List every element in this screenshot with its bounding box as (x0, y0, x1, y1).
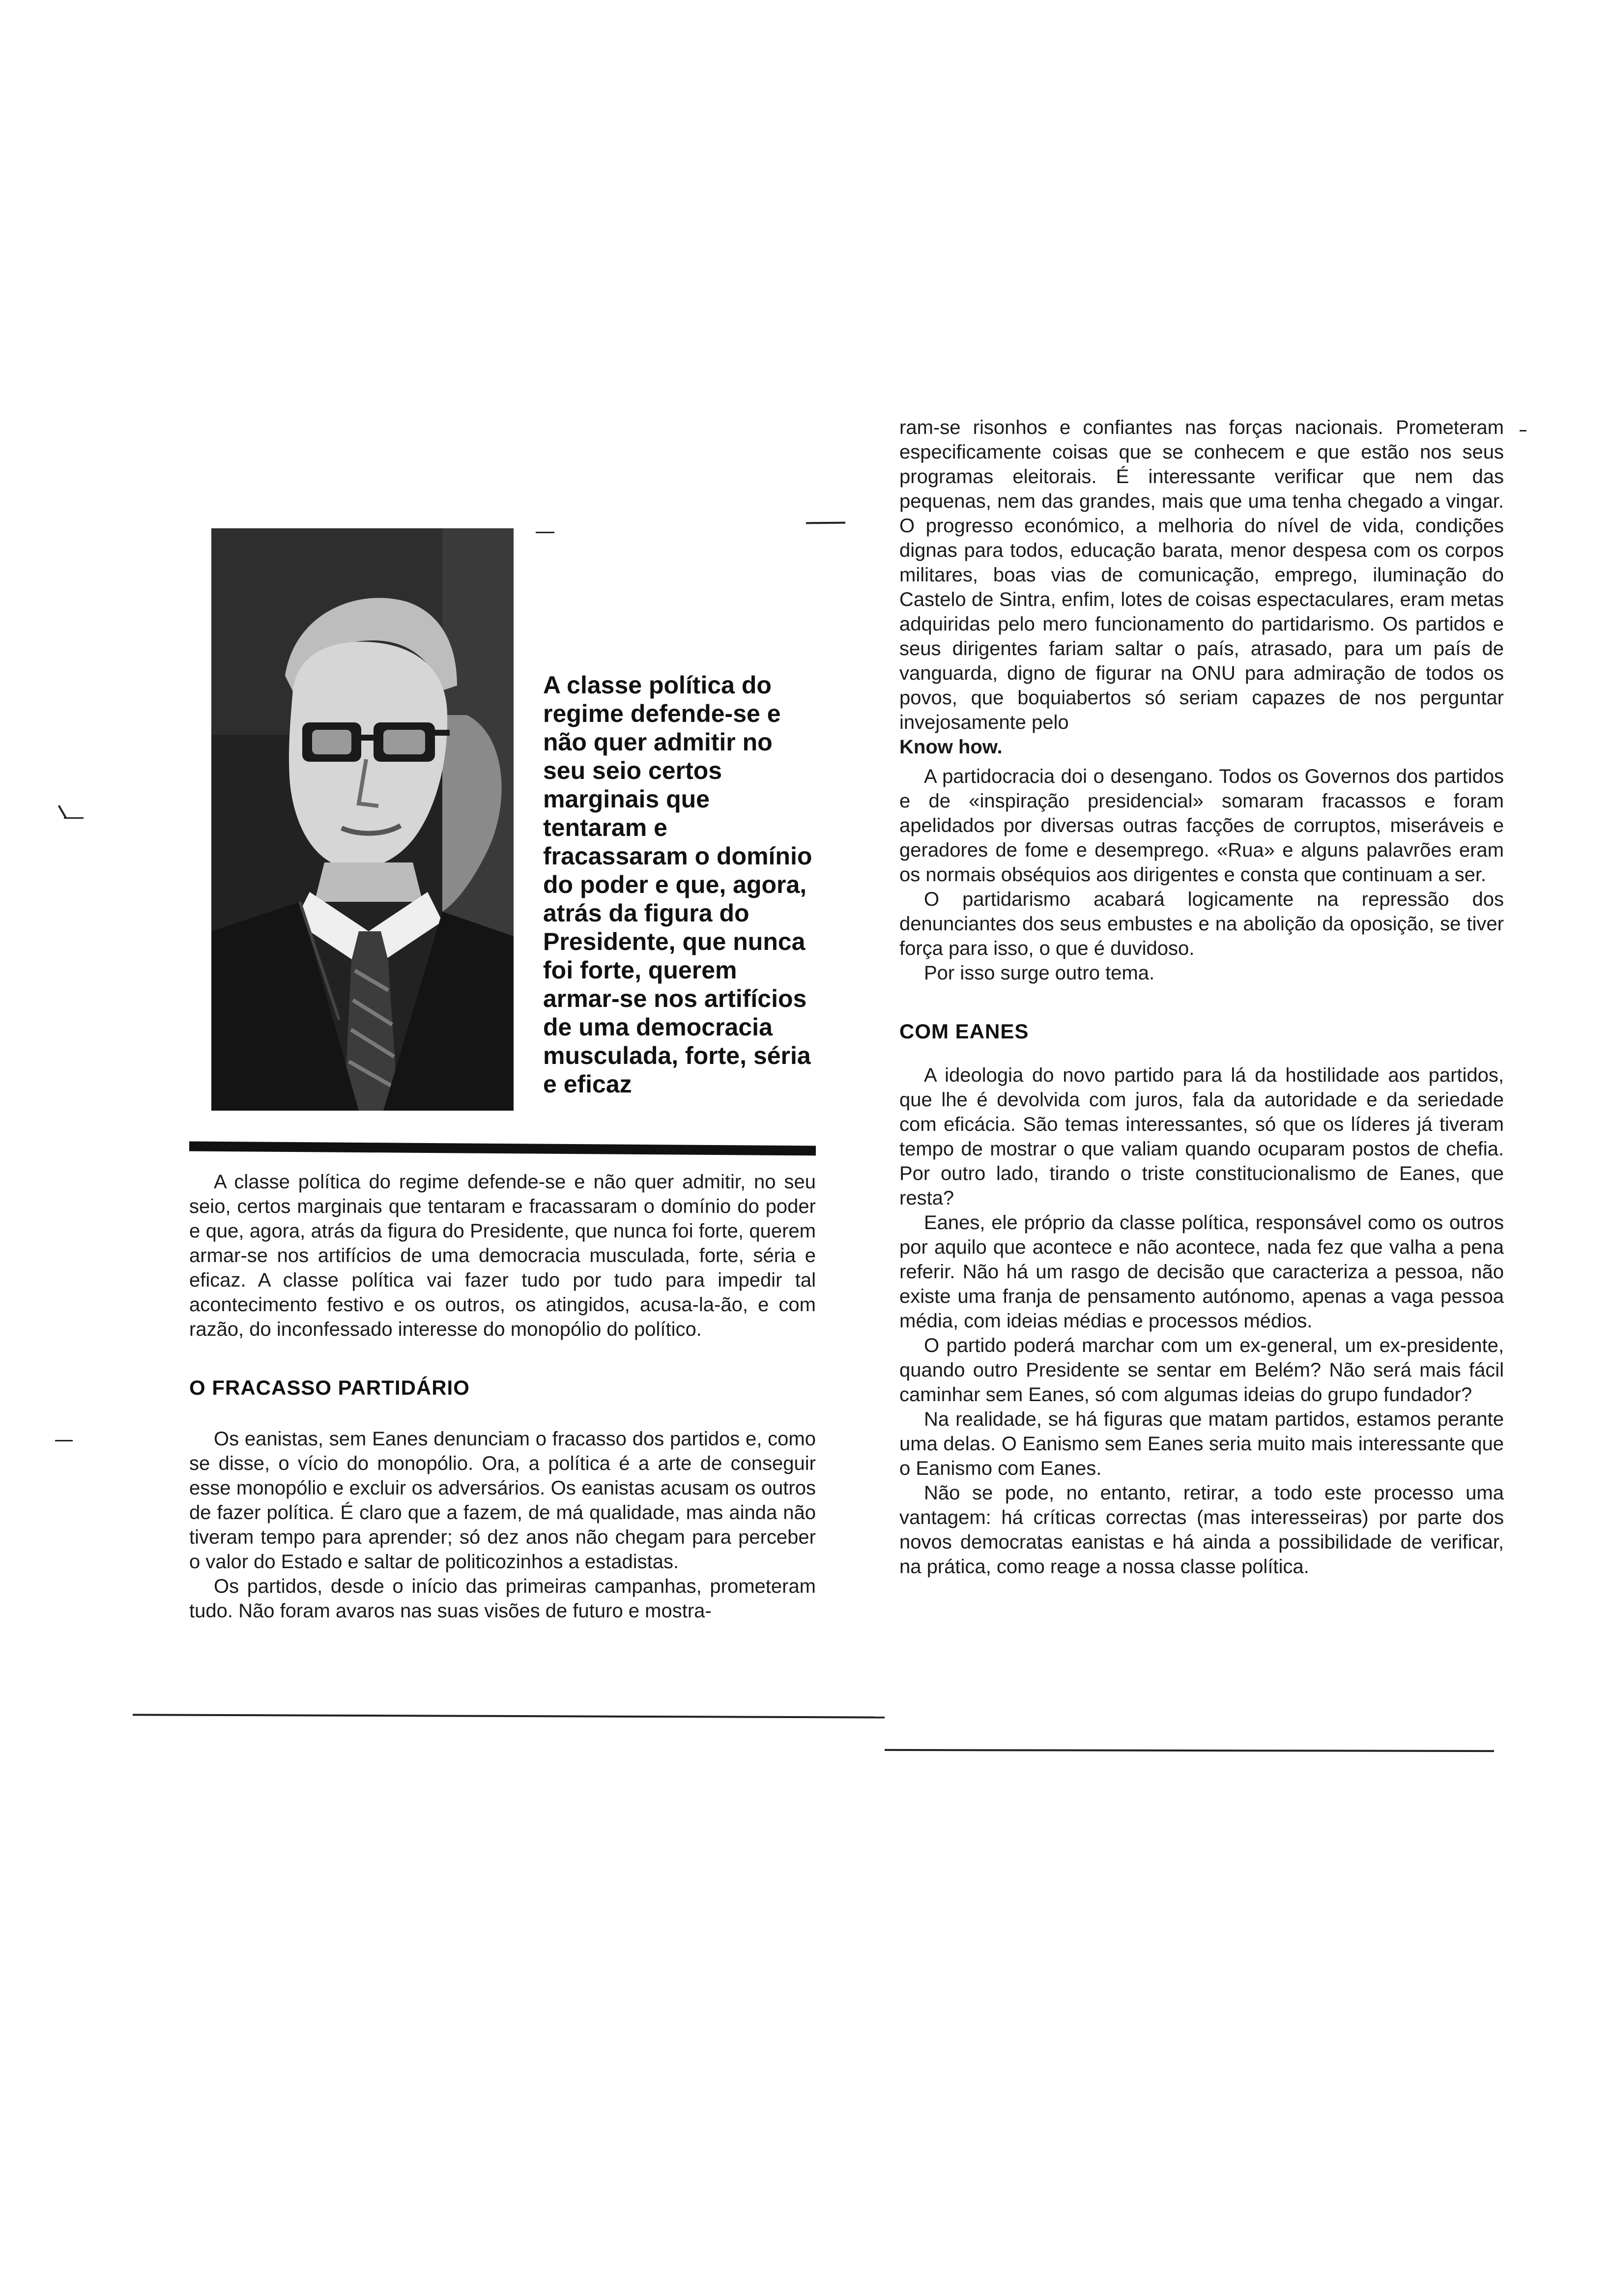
section-heading-fracasso: O FRACASSO PARTIDÁRIO (189, 1376, 470, 1399)
body-paragraph: O partidarismo acabará logicamente na repressão dos denunciantes dos seus embustes e na abolição da oposição, se tiver força para isso, o que é duvidoso. (899, 889, 1504, 959)
intro-paragraph: A classe política do regime defende-se e não quer admitir, no seu seio, certos marginais que tentaram e fracassaram o domínio do poder e que, agora, atrás da figura do Presidente, que nunca foi forte, querem armar-se nos artifícios de uma democracia musculada, forte, séria e eficaz. A classe política vai fazer tudo por tudo para impedir tal acontecimento festivo e os outros, os atingidos, acusa-la-ão, e com razão, do inconfessado interesse do monopólio do político. (189, 1171, 816, 1340)
body-paragraph: A ideologia do novo partido para lá da hostilidade aos partidos, que lhe é devolvida com juros, fala da autoridade e da seriedade com eficácia. São temas interessantes, só que os líderes já tiveram tempo de mostrar o que valiam quando ocuparam postos de chefia. Por outro lado, tirando o triste constitucionalismo de Eanes, que resta? (899, 1064, 1504, 1209)
right-column (899, 415, 1504, 1579)
body-paragraph: Os partidos, desde o início das primeiras campanhas, prometeram tudo. Não foram avaros nas suas visões de futuro e mostra- (189, 1576, 816, 1622)
portrait-photo (211, 528, 514, 1111)
body-paragraph: Os eanistas, sem Eanes denunciam o fracasso dos partidos e, como se disse, o vício do monopólio. Ora, a política é a arte de conseguir esse monopólio e excluir os adversários. Os eanistas acusam os outros de fazer política. É claro que a fazem, de má qualidade, mas ainda não tiveram tempo para aprender; só dez anos não chegam para perceber o valor do Estado e saltar de politicozinhos a estadistas. (189, 1428, 816, 1573)
section-divider (189, 1142, 816, 1156)
margin-dash (1520, 430, 1526, 431)
margin-mark (64, 817, 84, 819)
body-paragraph: Não se pode, no entanto, retirar, a todo este processo uma vantagem: há críticas correctas (mas interesseiras) por parte dos novos democratas eanistas e há ainda a possibilidade de verificar, na prática, como reage a nossa classe política. (899, 1482, 1504, 1578)
bottom-rule-left (133, 1714, 885, 1718)
bottom-rule-right (885, 1749, 1494, 1752)
know-how-phrase: Know how. (899, 736, 1003, 758)
margin-dash (55, 1440, 73, 1441)
portrait-illustration (211, 528, 514, 1111)
body-paragraph: A partidocracia doi o desengano. Todos os Governos dos partidos e de «inspiração presidencial» somaram fracassos e foram apelidados por diversas outras facções de corruptos, miseráveis e geradores de fome e desemprego. «Rua» e alguns palavrões eram os normais obséquios aos dirigentes e consta que continuam a ser. (899, 766, 1504, 886)
margin-dash (536, 532, 554, 533)
body-paragraph: O partido poderá marchar com um ex-general, um ex-presidente, quando outro Presidente se sentar em Belém? Não será mais fácil caminhar sem Eanes, só com algumas ideias do grupo fundador? (899, 1335, 1504, 1406)
body-paragraph: ram-se risonhos e confiantes nas forças nacionais. Prometeram especificamente coisas que se conhecem e que estão nos seus programas eleitorais. É interessante verificar que nem das pequenas, nem das grandes, mais que uma tenha chegado a vingar. O progresso económico, a melhoria do nível de vida, condições dignas para todos, educação barata, menor despesa com os corpos militares, boas vias de comunicação, emprego, iluminação do Castelo de Sintra, enfim, lotes de coisas espectaculares, eram metas adquiridas pelo mero funcionamento do partidarismo. Os partidos e seus dirigentes fariam saltar o país, atrasado, para um país de vanguarda, digno de figurar na ONU para admiração de todos os povos, que boquiabertos só seriam capazes de nos perguntar invejosamente pelo (899, 417, 1504, 733)
left-column (189, 1170, 816, 1623)
margin-dash (806, 522, 845, 524)
margin-mark (58, 805, 67, 819)
pull-quote: A classe política do regime defende-se e não quer admitir no seu seio certos marginais que tentaram e fracassaram o domínio do poder e que, agora, atrás da figura do Presidente, que nunca foi forte, querem armar-se nos artifícios de uma democracia musculada, forte, séria e eficaz (543, 671, 812, 1098)
body-paragraph: Por isso surge outro tema. (924, 962, 1155, 984)
body-paragraph: Na realidade, se há figuras que matam partidos, estamos perante uma delas. O Eanismo sem Eanes seria muito mais interessante que o Eanismo com Eanes. (899, 1408, 1504, 1479)
section-heading-com-eanes: COM EANES (899, 1020, 1029, 1043)
body-paragraph: Eanes, ele próprio da classe política, responsável como os outros por aquilo que acontece e não acontece, nada fez que valha a pena referir. Não há um rasgo de decisão que caracteriza a pessoa, não existe uma franja de pensamento autónomo, apenas a vaga pessoa média, com ideias médias e processos médios. (899, 1212, 1504, 1332)
